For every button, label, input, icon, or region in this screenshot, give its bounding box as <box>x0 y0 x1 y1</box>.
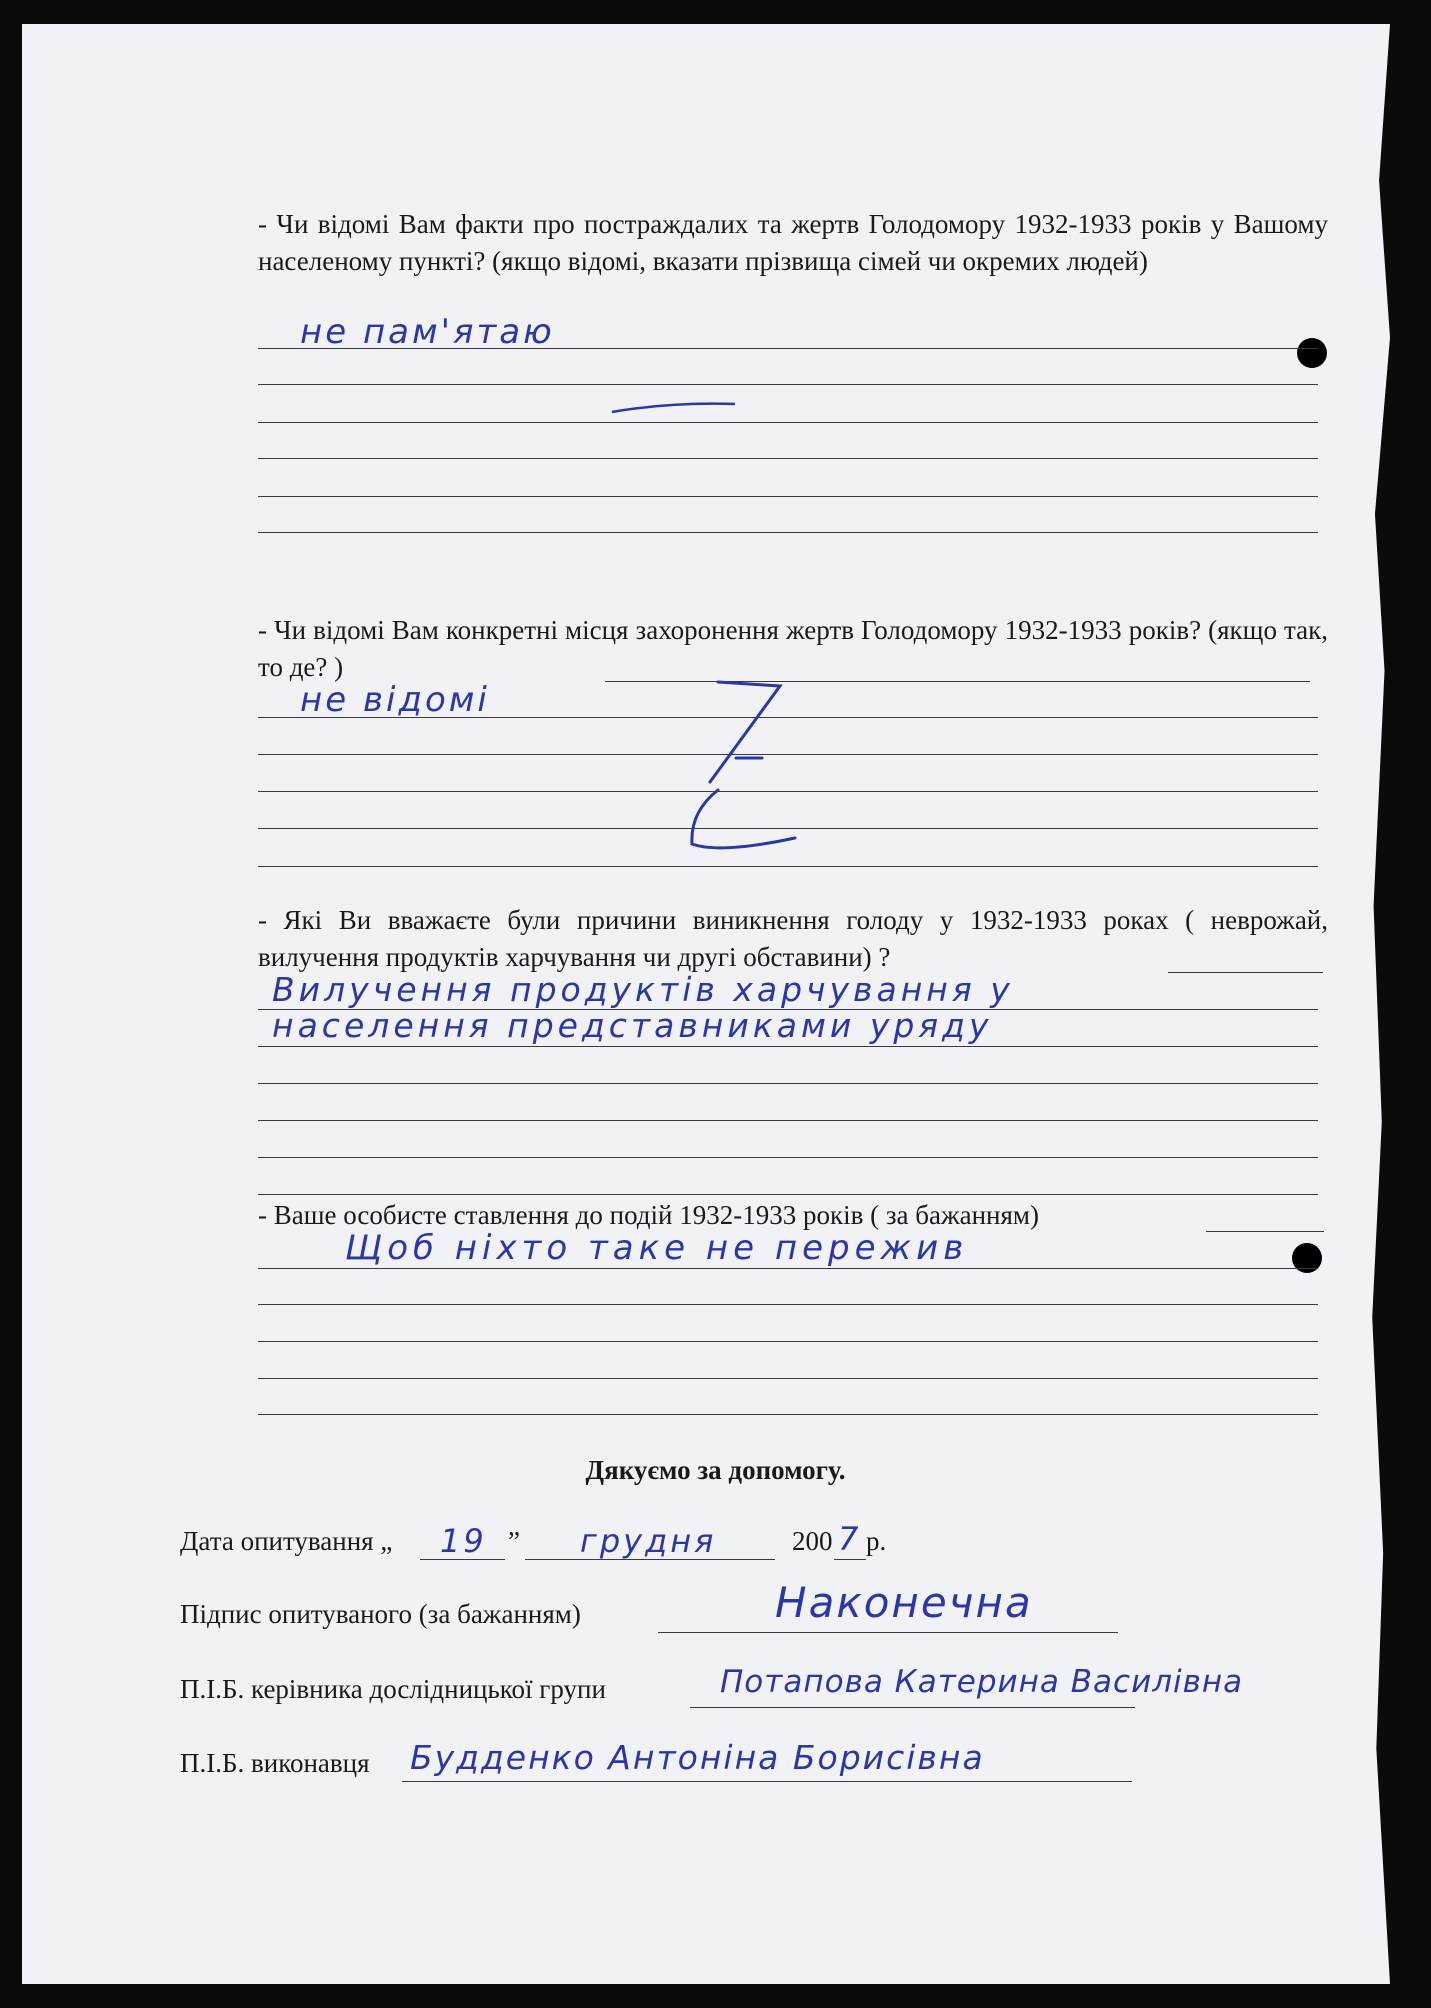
answer-line <box>258 1414 1318 1415</box>
date-day: 19 <box>440 1522 487 1560</box>
question-4-answer: Щоб ніхто таке не пережив <box>345 1228 969 1268</box>
answer-line <box>258 1268 1318 1269</box>
date-suffix: р. <box>866 1526 887 1556</box>
question-3-answer-line-2: населення представниками уряду <box>272 1006 993 1045</box>
executor-label: П.І.Б. виконавця <box>180 1748 370 1778</box>
answer-line <box>258 1341 1318 1342</box>
question-1-text: - Чи відомі Вам факти про постраждалих та жертв Голодомору 1932-1933 років у Вашому населеному пункті? (якщо відомі, вказати прізвища сімей чи окремих людей) <box>258 209 1328 276</box>
question-2-text: - Чи відомі Вам конкретні місця захоронення жертв Голодомору 1932-1933 років? (якщо так, то де? ) <box>258 615 1328 682</box>
date-label: Дата опитування „ <box>180 1526 393 1556</box>
executor-value: Будденко Антоніна Борисівна <box>410 1738 985 1777</box>
answer-line <box>258 384 1318 385</box>
dash-strike-mark <box>610 398 740 418</box>
z-strike-mark <box>680 672 820 862</box>
answer-line <box>258 532 1318 533</box>
answer-line <box>258 458 1318 459</box>
answer-line <box>258 1120 1318 1121</box>
answer-line <box>1168 972 1323 973</box>
date-year-prefix: 200 <box>792 1526 833 1556</box>
leader-value: Потапова Катерина Василівна <box>720 1664 1244 1700</box>
answer-line <box>258 348 1318 349</box>
date-day-line <box>420 1559 505 1560</box>
signature-label: Підпис опитуваного (за бажанням) <box>180 1599 581 1629</box>
answer-line <box>258 1194 1318 1195</box>
answer-line <box>258 1304 1318 1305</box>
answer-line <box>1206 1231 1324 1232</box>
signature-value: Наконечна <box>775 1578 1033 1627</box>
question-1-answer: не пам'ятаю <box>300 312 555 352</box>
date-month-line <box>525 1559 775 1560</box>
answer-line <box>258 496 1318 497</box>
signature-line <box>658 1632 1118 1633</box>
answer-line <box>258 1083 1318 1084</box>
date-year-line <box>834 1559 866 1560</box>
leader-line <box>690 1707 1135 1708</box>
thanks-heading: Дякуємо за допомогу. <box>585 1455 846 1485</box>
question-3-answer-line-1: Вилучення продуктів харчування у <box>272 970 1014 1009</box>
leader-label: П.І.Б. керівника дослідницької групи <box>180 1674 606 1704</box>
question-2-answer: не відомі <box>300 680 490 720</box>
executor-line <box>402 1781 1132 1782</box>
question-3-text: - Які Ви вважаєте були причини виникнення голоду у 1932-1933 роках ( неврожай, вилучення продуктів харчування чи другі обставини) ? <box>258 905 1328 972</box>
answer-line <box>258 1157 1318 1158</box>
date-quote: ” <box>508 1526 520 1556</box>
answer-line <box>258 1378 1318 1379</box>
date-year-digit: 7 <box>838 1520 862 1558</box>
punch-hole-top <box>1297 338 1327 368</box>
date-month: грудня <box>580 1522 717 1560</box>
answer-line <box>258 866 1318 867</box>
answer-line <box>258 1046 1318 1047</box>
question-4-text: - Ваше особисте ставлення до подій 1932-1933 років ( за бажанням) <box>258 1200 1039 1230</box>
answer-line <box>258 422 1318 423</box>
